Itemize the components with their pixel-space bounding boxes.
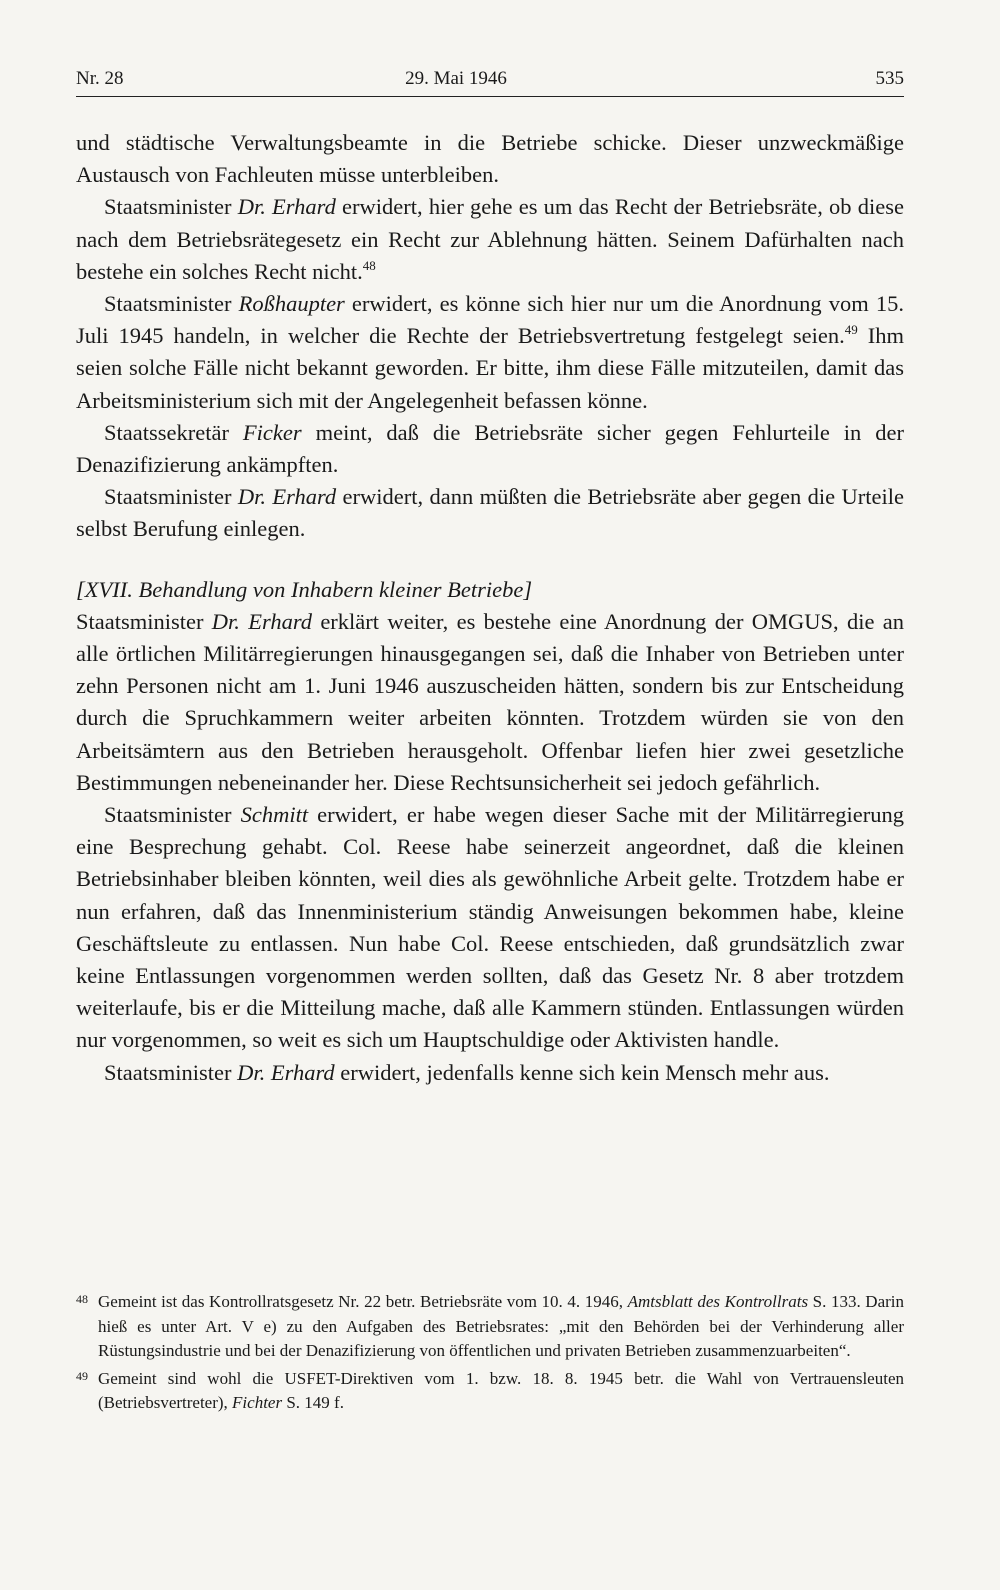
paragraph — [76, 127, 904, 191]
paragraph-text: erwidert, hier gehe es um das Recht der Betriebsräte, ob diese nach dem Betriebsrätegesetz ein Recht zur Ablehnung hätten. Seinem Dafürhalten nach bestehe ein solches Recht nicht. — [76, 194, 904, 284]
speaker-title: Staatssekretär — [104, 419, 243, 445]
speaker-title: Staatsminister — [104, 291, 239, 317]
speaker-title: Staatsminister — [76, 608, 212, 634]
speaker-title: Staatsminister — [104, 802, 241, 828]
speaker-title: Staatsminister — [104, 484, 238, 510]
speaker-name: Dr. Erhard — [237, 194, 336, 220]
paragraph — [76, 799, 904, 1057]
page-number: 535 — [875, 68, 904, 89]
footnote-text: Gemeint sind wohl die USFET-Direktiven vom 1. bzw. 18. 8. 1945 betr. die Wahl von Vertrauensleuten (Betriebsvertreter), — [98, 1368, 904, 1412]
section-heading-text: [XVII. Behandlung von Inhabern kleiner Betriebe] — [76, 576, 533, 602]
issue-number: Nr. 28 — [76, 68, 124, 89]
footnote-citation: Amtsblatt des Kontrollrats — [627, 1292, 809, 1311]
footnote-number: 48 — [76, 1292, 88, 1306]
footnote-citation: Fichter — [232, 1393, 283, 1412]
paragraph-text: und städtische Verwaltungsbeamte in die Betriebe schicke. Dieser unzweckmäßige Austausch von Fachleuten müsse unterbleiben. — [76, 130, 904, 188]
footnote-text: S. 133. Darin hieß es unter Art. V e) zu den Aufgaben des Betriebsrates: „mit den Behörden bei der Verhinderung aller Rüstungsindustrie und bei der Denazifizierung von öffentlichen und privaten Betrieben zusammenzuarbeiten“. — [98, 1292, 904, 1360]
footnote-text: S. 149 f. — [282, 1393, 344, 1412]
footnote-ref[interactable]: 48 — [362, 257, 376, 273]
header-date: 29. Mai 1946 — [405, 68, 507, 89]
running-head — [76, 64, 904, 94]
paragraph — [76, 417, 904, 481]
paragraph-text: erwidert, er habe wegen dieser Sache mit der Militärregierung eine Besprechung gehabt. Col. Reese habe seinerzeit angeordnet, daß die kleinen Betriebsinhaber bleiben könnten, weil dies als gewöhnliche Arbeit gelte. Trotzdem habe er nun erfahren, daß das Innenministerium ständig Anweisungen bekommen habe, kleine Geschäftsleute zu entlassen. Nun habe Col. Reese entschieden, daß grundsätzlich zwar keine Entlassungen vorgenommen werden sollten, daß das Gesetz Nr. 8 aber trotzdem weiterlaufe, bis er die Mitteilung mache, daß alle Kammern stünden. Entlassungen würden nur vorgenommen, so weit es sich um Hauptschuldige oder Aktivisten handle. — [76, 802, 904, 1053]
footnotes — [76, 1290, 904, 1419]
paragraph-text: Ihm seien solche Fälle nicht bekannt geworden. Er bitte, ihm diese Fälle mitzuteilen, damit das Arbeitsministerium sich mit der Angelegenheit befassen könne. — [76, 323, 904, 413]
paragraph — [76, 191, 904, 288]
paragraph — [76, 288, 904, 417]
paragraph-text: erwidert, dann müßten die Betriebsräte aber gegen die Urteile selbst Berufung einlegen. — [76, 484, 904, 542]
paragraph — [76, 481, 904, 545]
speaker-name: Dr. Erhard — [211, 608, 313, 634]
paragraph — [76, 606, 904, 799]
paragraph — [76, 1057, 904, 1089]
footnote-ref[interactable]: 49 — [844, 322, 858, 338]
speaker-name: Dr. Erhard — [237, 484, 337, 510]
paragraph-text: erklärt weiter, es bestehe eine Anordnung der OMGUS, die an alle örtlichen Militärregierungen hinausgegangen sei, daß die Inhaber von Betrieben unter zehn Personen nicht am 1. Juni 1946 auszuscheiden hätten, sondern bis zur Entscheidung durch die Spruchkammern weiter arbeiten könnten. Trotzdem würden sie von den Arbeitsämtern aus den Betrieben herausgeholt. Offenbar liefen hier zwei gesetzliche Bestimmungen nebeneinander her. Diese Rechtsunsicherheit sei jedoch gefährlich. — [76, 608, 904, 795]
footnote-text: Gemeint ist das Kontrollratsgesetz Nr. 22 betr. Betriebsräte vom 10. 4. 1946, — [98, 1292, 628, 1311]
speaker-name: Schmitt — [240, 802, 309, 828]
speaker-title: Staatsminister — [104, 194, 238, 220]
main-text — [76, 127, 904, 1089]
footnote — [76, 1290, 904, 1364]
section-heading — [76, 574, 904, 606]
paragraph-text: meint, daß die Betriebsräte sicher gegen Fehlurteile in der Denazifizierung ankämpften. — [76, 419, 905, 478]
speaker-name: Ficker — [242, 419, 302, 445]
speaker-title: Staatsminister — [104, 1059, 238, 1085]
footnote-number: 49 — [76, 1368, 88, 1383]
header-rule — [76, 96, 904, 97]
footnote — [76, 1367, 904, 1416]
speaker-name: Roßhaupter — [238, 291, 345, 317]
speaker-name: Dr. Erhard — [237, 1059, 335, 1085]
paragraph-text: erwidert, jedenfalls kenne sich kein Mensch mehr aus. — [334, 1059, 830, 1085]
paragraph-text: erwidert, es könne sich hier nur um die Anordnung vom 15. Juli 1945 handeln, in welcher die Rechte der Betriebsvertretung festgelegt seien. — [76, 291, 904, 349]
